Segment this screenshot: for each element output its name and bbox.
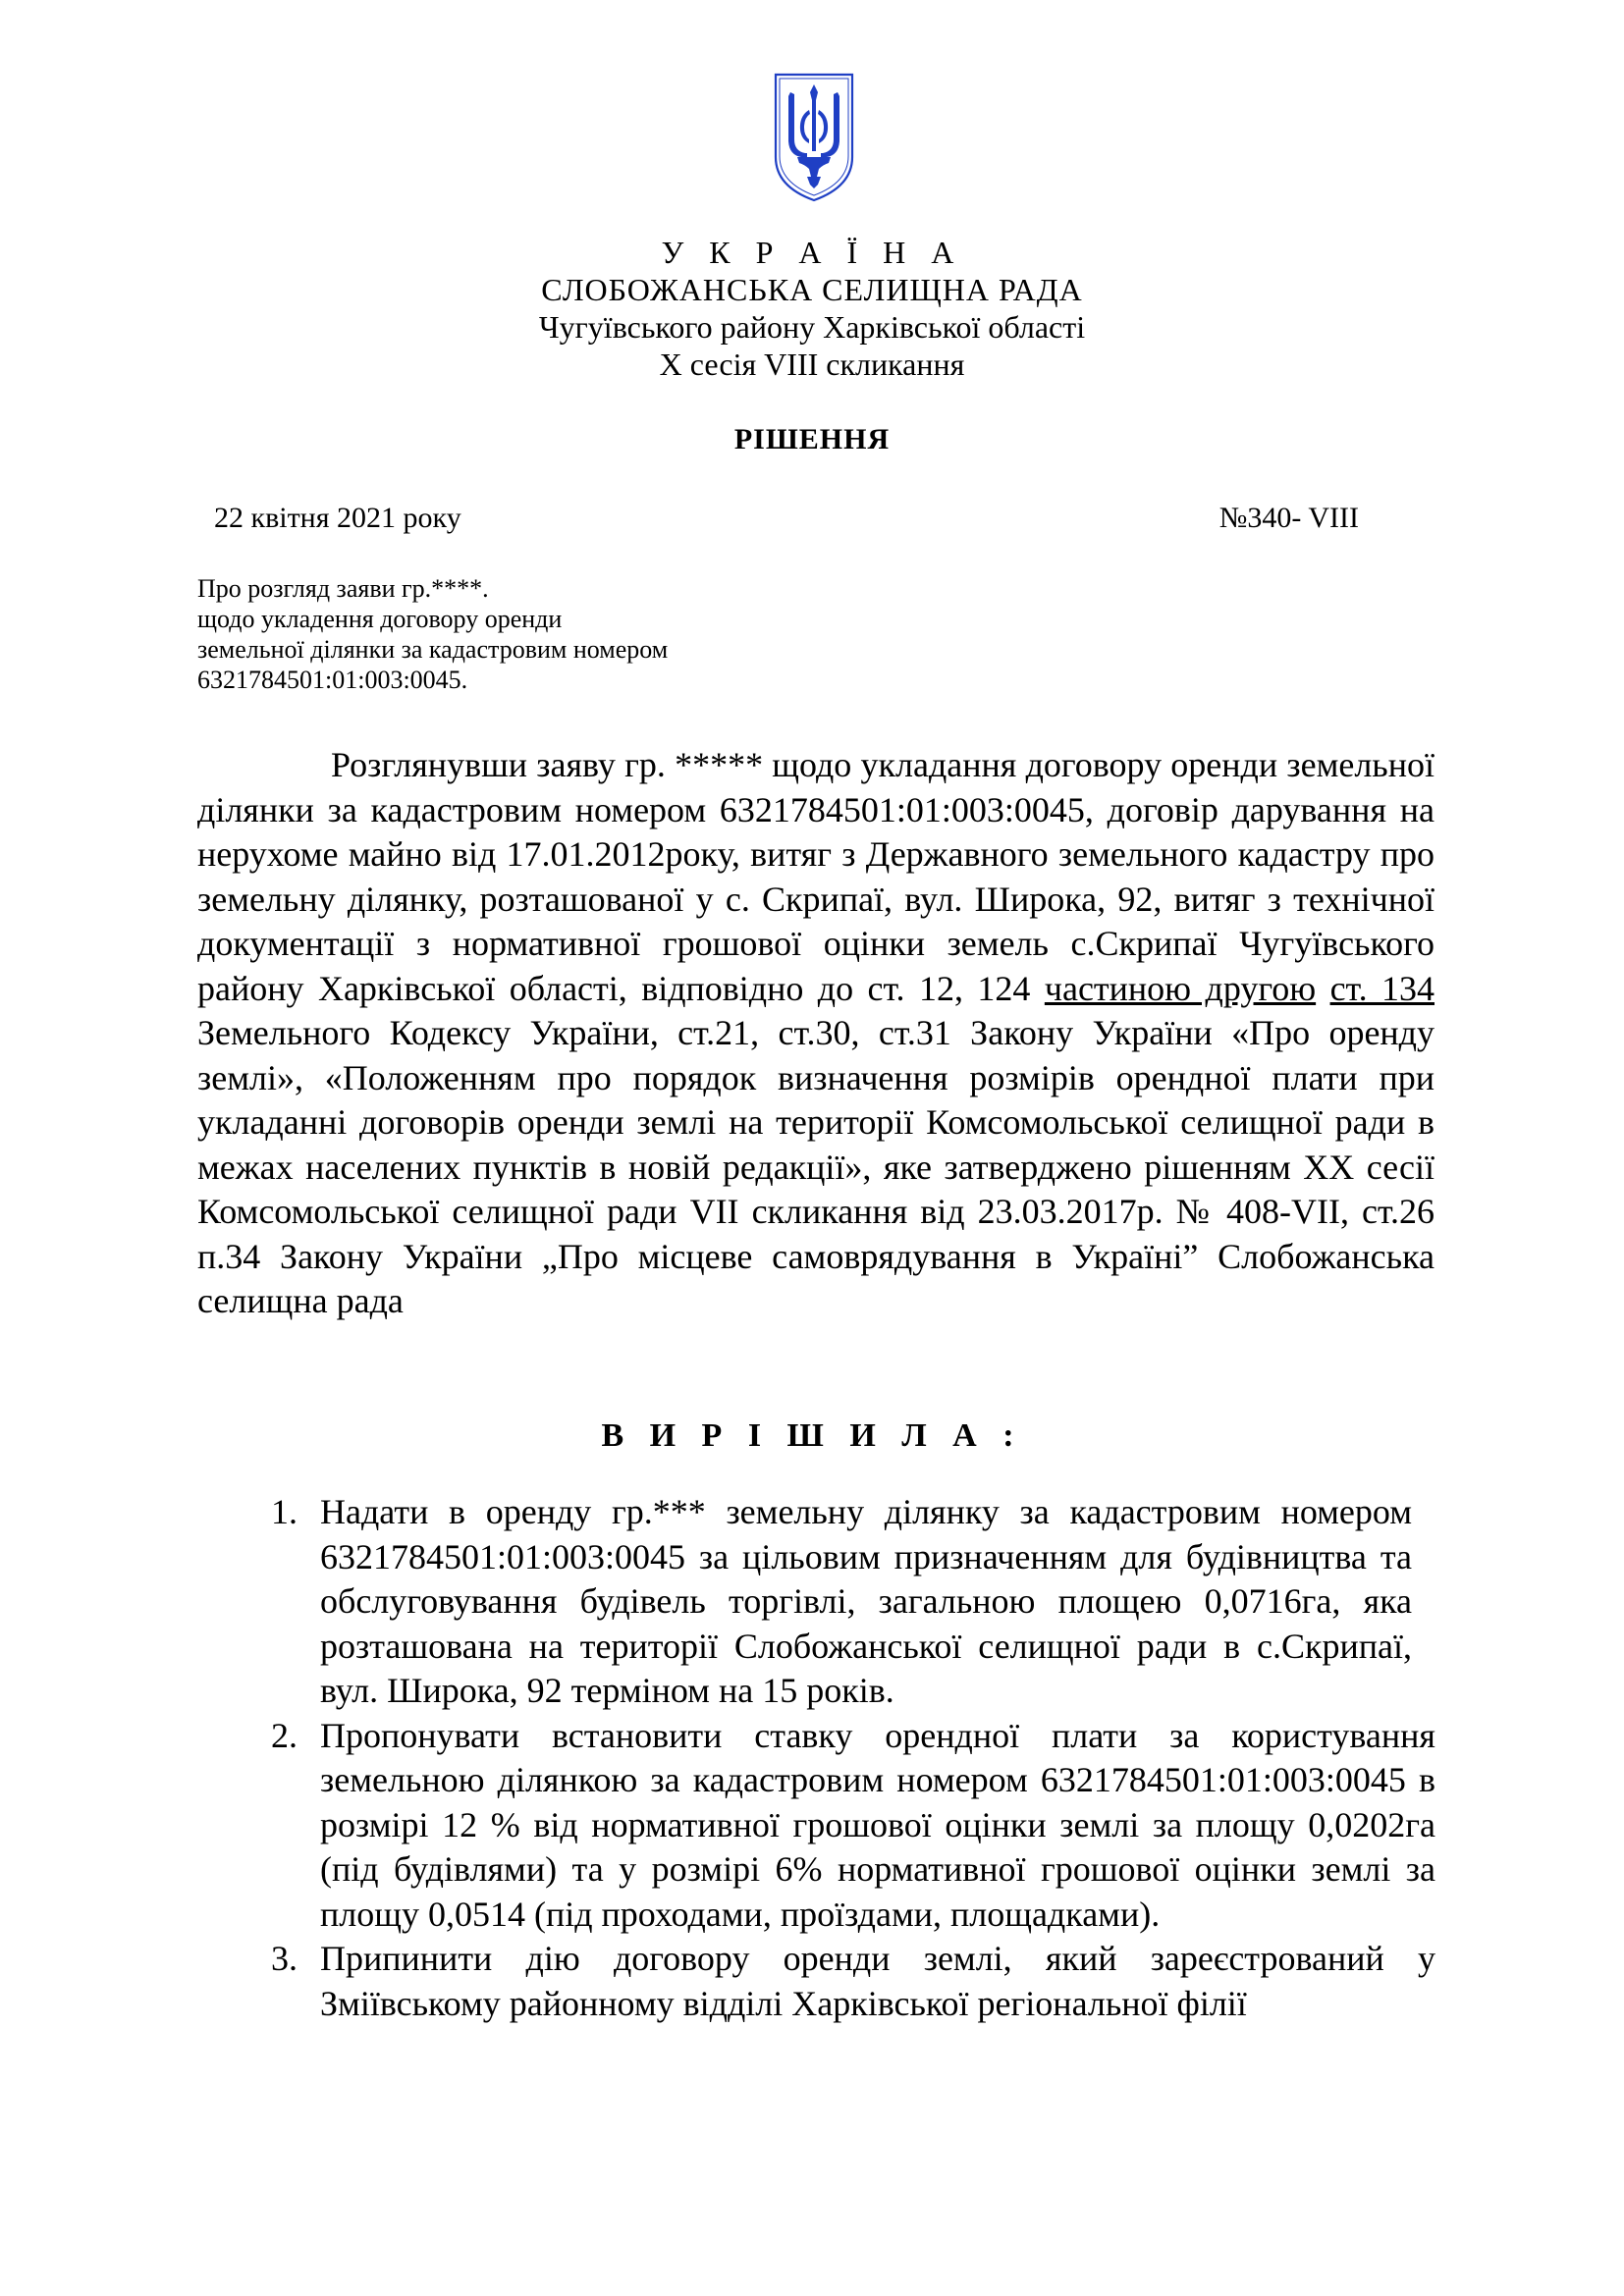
decision-date: 22 квітня 2021 року [214, 502, 461, 534]
decision-item-text: Припинити дію договору оренди землі, який зареєстрований у Зміївському районному відділі Харківської регіональної філії [320, 1939, 1435, 2023]
session-name: Х сесія VIII скликання [659, 347, 965, 382]
decision-item-number: 1. [271, 1492, 298, 1531]
district-name: Чугуївського району Харківської області [538, 309, 1086, 345]
article-reference-link[interactable]: ст. 134 [1329, 968, 1435, 1008]
decision-number: №340- VIII [1218, 502, 1359, 534]
decision-item-number: 3. [271, 1939, 298, 1978]
document-type-title: РІШЕННЯ [733, 423, 891, 455]
decided-heading: В И Р І Ш И Л А : [601, 1417, 1023, 1454]
decision-list [271, 1490, 1435, 2026]
document-header [0, 234, 1624, 383]
preamble-paragraph [197, 743, 1435, 1324]
decision-item [271, 1714, 1435, 1938]
decision-item-text: Пропонувати встановити ставку орендної плати за користування земельною ділянкою за кадастровим номером 6321784501:01:003:0045 в розмірі 12 % від нормативної грошової оцінки землі за площу 0,0202га (під будівлями) та у розмірі 6% нормативної грошової оцінки землі за площу 0,0514 (під проходами, проїздами, площадками). [320, 1715, 1435, 1934]
subject-line: щодо укладення договору оренди [197, 605, 563, 633]
decision-item-text: Надати в оренду гр.*** земельну ділянку за кадастровим номером 6321784501:01:003:0045 за цільовим призначенням для будівництва та обслуговування будівель торгівлі, загальною площею 0,0716га, яка розташована на території Слобожанської селищної ради в с.Скрипаї, вул. Широка, 92 терміном на 15 років. [320, 1492, 1412, 1710]
subject-line: Про розгляд заяви гр.****. [197, 574, 489, 603]
decision-subject [197, 573, 668, 695]
country-name: У К Р А Ї Н А [661, 235, 963, 270]
subject-line: 6321784501:01:003:0045. [197, 666, 468, 694]
coat-of-arms-trident-icon [772, 71, 856, 204]
law-reference-link[interactable]: частиною другою [1044, 968, 1317, 1008]
preamble-text-part2: Земельного Кодексу України, ст.21, ст.30, ст.31 Закону України «Про оренду землі», «Положенням про порядок визначення розмірів орендної плати при укладанні договорів оренди землі на території Комсомольської селищної ради в межах населених пунктів в новій редакції», яке затверджено рішенням ХХ сесії Комсомольської селищної ради VII скликання від 23.03.2017р. № 408-VII, ст.26 п.34 Закону України „Про місцеве самоврядування в Україні” Слобожанська селищна рада [197, 1013, 1435, 1320]
council-name: СЛОБОЖАНСЬКА СЕЛИЩНА РАДА [541, 272, 1083, 307]
decision-item [271, 1490, 1412, 1714]
preamble-text-part1: Розглянувши заяву гр. ***** щодо укладання договору оренди земельної ділянки за кадастровим номером 6321784501:01:003:0045, договір дарування на нерухоме майно від 17.01.2012року, витяг з Державного земельного кадастру про земельну ділянку, розташованої у с. Скрипаї, вул. Широка, 92, витяг з технічної документації з нормативної грошової оцінки земель с.Скрипаї Чугуївського району Харківської області, відповідно до ст. 12, 124 [197, 745, 1435, 1008]
subject-line: земельної ділянки за кадастровим номером [197, 635, 669, 664]
decision-item [271, 1937, 1435, 2026]
decision-item-number: 2. [271, 1715, 298, 1755]
